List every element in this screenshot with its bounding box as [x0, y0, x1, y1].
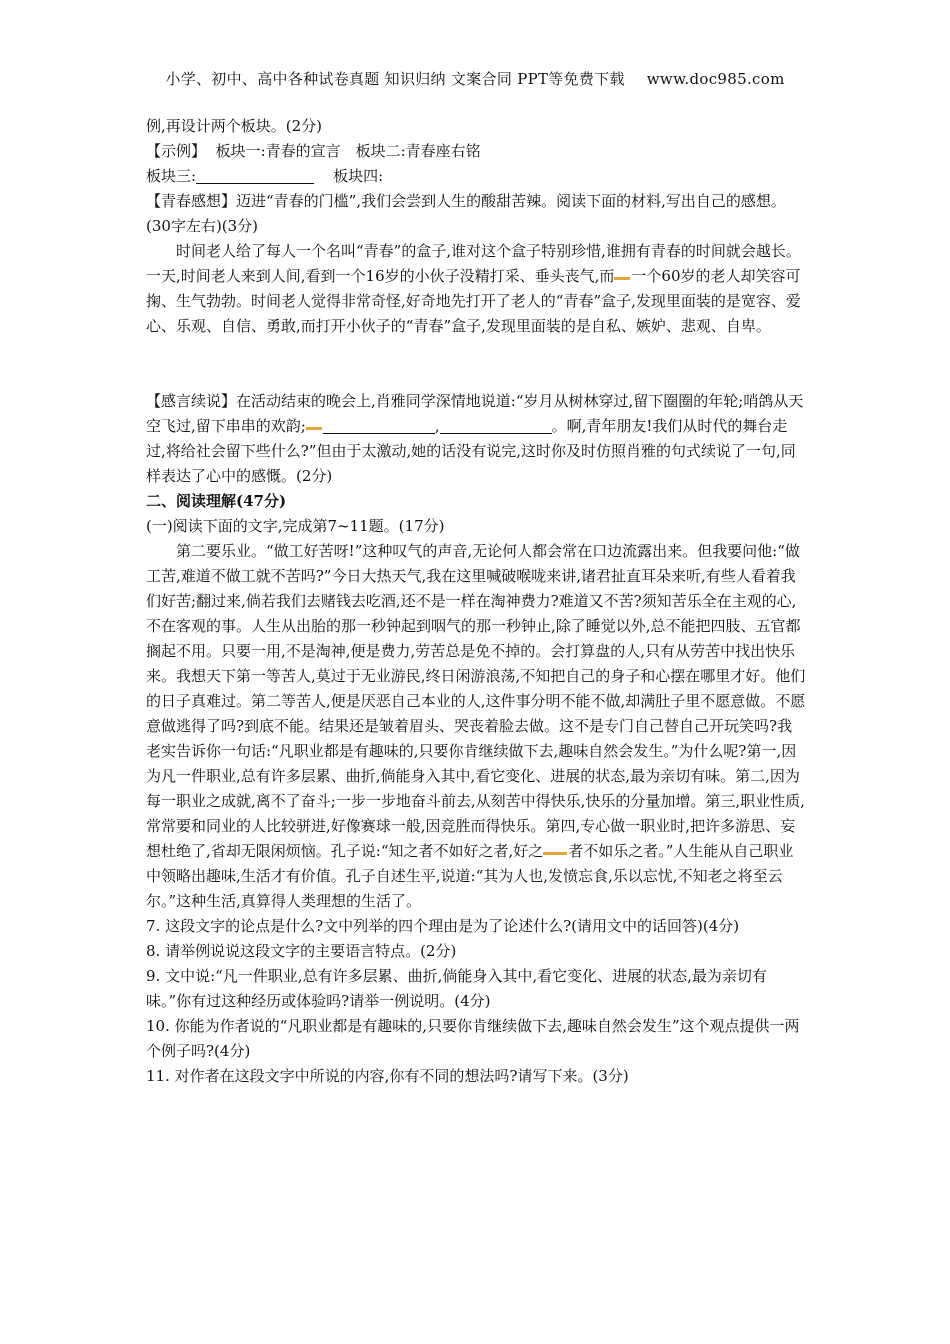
example-label: 【示例】 — [146, 142, 207, 160]
document-body — [146, 114, 806, 1089]
continuation-text-b: 。啊,青年朋友!我们从时代的舞台走过,将给社会留下些什么?”但由于太激动,她的话没有说完,这时你及时仿照肖雅的句式续说了一句,同样表达了心中的感慨。(2分) — [146, 417, 796, 485]
question-number: 11. — [146, 1067, 170, 1085]
highlight-mark — [614, 277, 630, 280]
block4-label: 板块四: — [333, 167, 384, 185]
block-line — [146, 164, 806, 189]
continuation-blank-2 — [440, 417, 552, 434]
question-number: 8. — [146, 942, 161, 960]
page-header — [0, 68, 950, 89]
header-site: www.doc985.com — [646, 70, 785, 88]
header-text: 小学、初中、高中各种试卷真题 知识归纳 文案合同 PPT等免费下载 — [165, 70, 625, 88]
question-8 — [146, 939, 806, 964]
passage-part-a: 第二要乐业。“做工好苦呀!”这种叹气的声音,无论何人都会常在口边流露出来。但我要问他:“做工苦,难道不做工就不苦吗?”今日大热天气,我在这里喊破喉咙来讲,诸君扯直耳朵来听,有些人看着我们好苦;翻过来,倘若我们去赌钱去吃酒,还不是一样在淘神费力?难道又不苦?须知苦乐全在主观的心,不在客观的事。人生从出胎的那一秒钟起到咽气的那一秒钟止,除了睡觉以外,总不能把四肢、五官都搁起不用。只要一用,不是淘神,便是费力,劳苦总是免不掉的。会打算盘的人,只有从劳苦中找出快乐来。我想天下第一等苦人,莫过于无业游民,终日闲游浪荡,不知把自己的身子和心摆在哪里才好。他们的日子真难过。第二等苦人,便是厌恶自己本业的人,这件事分明不能不做,却满肚子里不愿意做。不愿意做逃得了吗?到底不能。结果还是皱着眉头、哭丧着脸去做。这不是专门自己替自己开玩笑吗?我老实告诉你一句话:“凡职业都是有趣味的,只要你肯继续做下去,趣味自然会发生。”为什么呢?第一,因为凡一件职业,总有许多层累、曲折,倘能身入其中,看它变化、进展的状态,最为亲切有味。第二,因为每一职业之成就,离不了奋斗;一步一步地奋斗前去,从刻苦中得快乐,快乐的分量加增。第三,职业性质,常常要和同业的人比较骈进,好像赛球一般,因竞胜而得快乐。第四,专心做一职业时,把许多游思、妄想杜绝了,省却无限闲烦恼。孔子说:“知之者不如好之者,好之 — [146, 542, 806, 860]
continuation-title: 【感言续说】 — [146, 392, 237, 410]
part2-subheading: (一)阅读下面的文字,完成第7~11题。(17分) — [146, 517, 445, 535]
question-text: 请举例说说这段文字的主要语言特点。(2分) — [160, 942, 457, 960]
passage-part-b: 者不如乐之者。”人生能从自己职业中领略出趣味,生活才有价值。孔子自述生平,说道:“其为人也,发愤忘食,乐以忘忧,不知老之将至云尔。”这种生活,真算得人类理想的生活了。 — [146, 842, 794, 910]
part2-heading: 二、阅读理解(47分) — [146, 492, 287, 510]
highlight-mark — [306, 427, 322, 430]
feeling-text: 迈进“青春的门槛”,我们会尝到人生的酸甜苦辣。阅读下面的材料,写出自己的感想。(30字左右)(3分) — [146, 192, 786, 235]
continuation-blank-1 — [323, 417, 435, 434]
block3-blank — [196, 167, 314, 184]
continuation-text-a: 在活动结束的晚会上,肖雅同学深情地说道:“岁月从树林穿过,留下圈圈的年轮;哨鸽从天空飞过,留下串串的欢韵; — [146, 392, 804, 435]
question-10 — [146, 1014, 806, 1064]
story-part-a: 时间老人给了每人一个名叫“青春”的盒子,谁对这个盒子特别珍惜,谁拥有青春的时间就会越长。一天,时间老人来到人间,看到一个16岁的小伙子没精打采、垂头丧气,而 — [146, 242, 801, 285]
highlight-mark — [543, 852, 567, 855]
feeling-prompt — [146, 189, 806, 239]
question-text: 这段文字的论点是什么?文中列举的四个理由是为了论述什么?(请用文中的话回答)(4分) — [160, 917, 740, 935]
question-number: 9. — [146, 967, 161, 985]
continuation-prompt: 【感言续说】在活动结束的晚会上,肖雅同学深情地说道:“岁月从树林穿过,留下圈圈的年轮;哨鸽从天空飞过,留下串串的欢韵; , 。啊,青年朋友!我们从时代的舞台走过,将给社会留下些什么?”但由于太激动,她的话没有说完,这时你及时仿照肖雅的句式续说了一句,同样表达了心中的感慨。(2分) — [146, 392, 804, 485]
question-number: 7. — [146, 917, 161, 935]
question-9 — [146, 964, 806, 1014]
instruction-line: 例,再设计两个板块。(2分) — [146, 117, 323, 135]
example-line — [146, 139, 806, 164]
story-paragraph — [146, 239, 806, 339]
reading-passage — [146, 539, 806, 914]
question-text: 你能为作者说的“凡职业都是有趣味的,只要你肯继续做下去,趣味自然会发生”这个观点提供一两个例子吗?(4分) — [146, 1017, 800, 1060]
feeling-title: 【青春感想】 — [146, 192, 237, 210]
example-text: 板块一:青春的宣言 板块二:青春座右铭 — [215, 142, 481, 160]
question-11 — [146, 1064, 806, 1089]
question-number: 10. — [146, 1017, 170, 1035]
answer-space — [146, 339, 806, 389]
question-text: 对作者在这段文字中所说的内容,你有不同的想法吗?请写下来。(3分) — [169, 1067, 629, 1085]
question-text: 文中说:“凡一件职业,总有许多层累、曲折,倘能身入其中,看它变化、进展的状态,最为亲切有味。”你有过这种经历或体验吗?请举一例说明。(4分) — [146, 967, 767, 1010]
block3-label: 板块三: — [146, 167, 197, 185]
question-7 — [146, 914, 806, 939]
story-part-b: 一个60岁的老人却笑容可掬、生气勃勃。时间老人觉得非常奇怪,好奇地先打开了老人的“青春”盒子,发现里面装的是宽容、爱心、乐观、自信、勇敢,而打开小伙子的“青春”盒子,发现里面装的是自私、嫉妒、悲观、自卑。 — [146, 267, 801, 335]
